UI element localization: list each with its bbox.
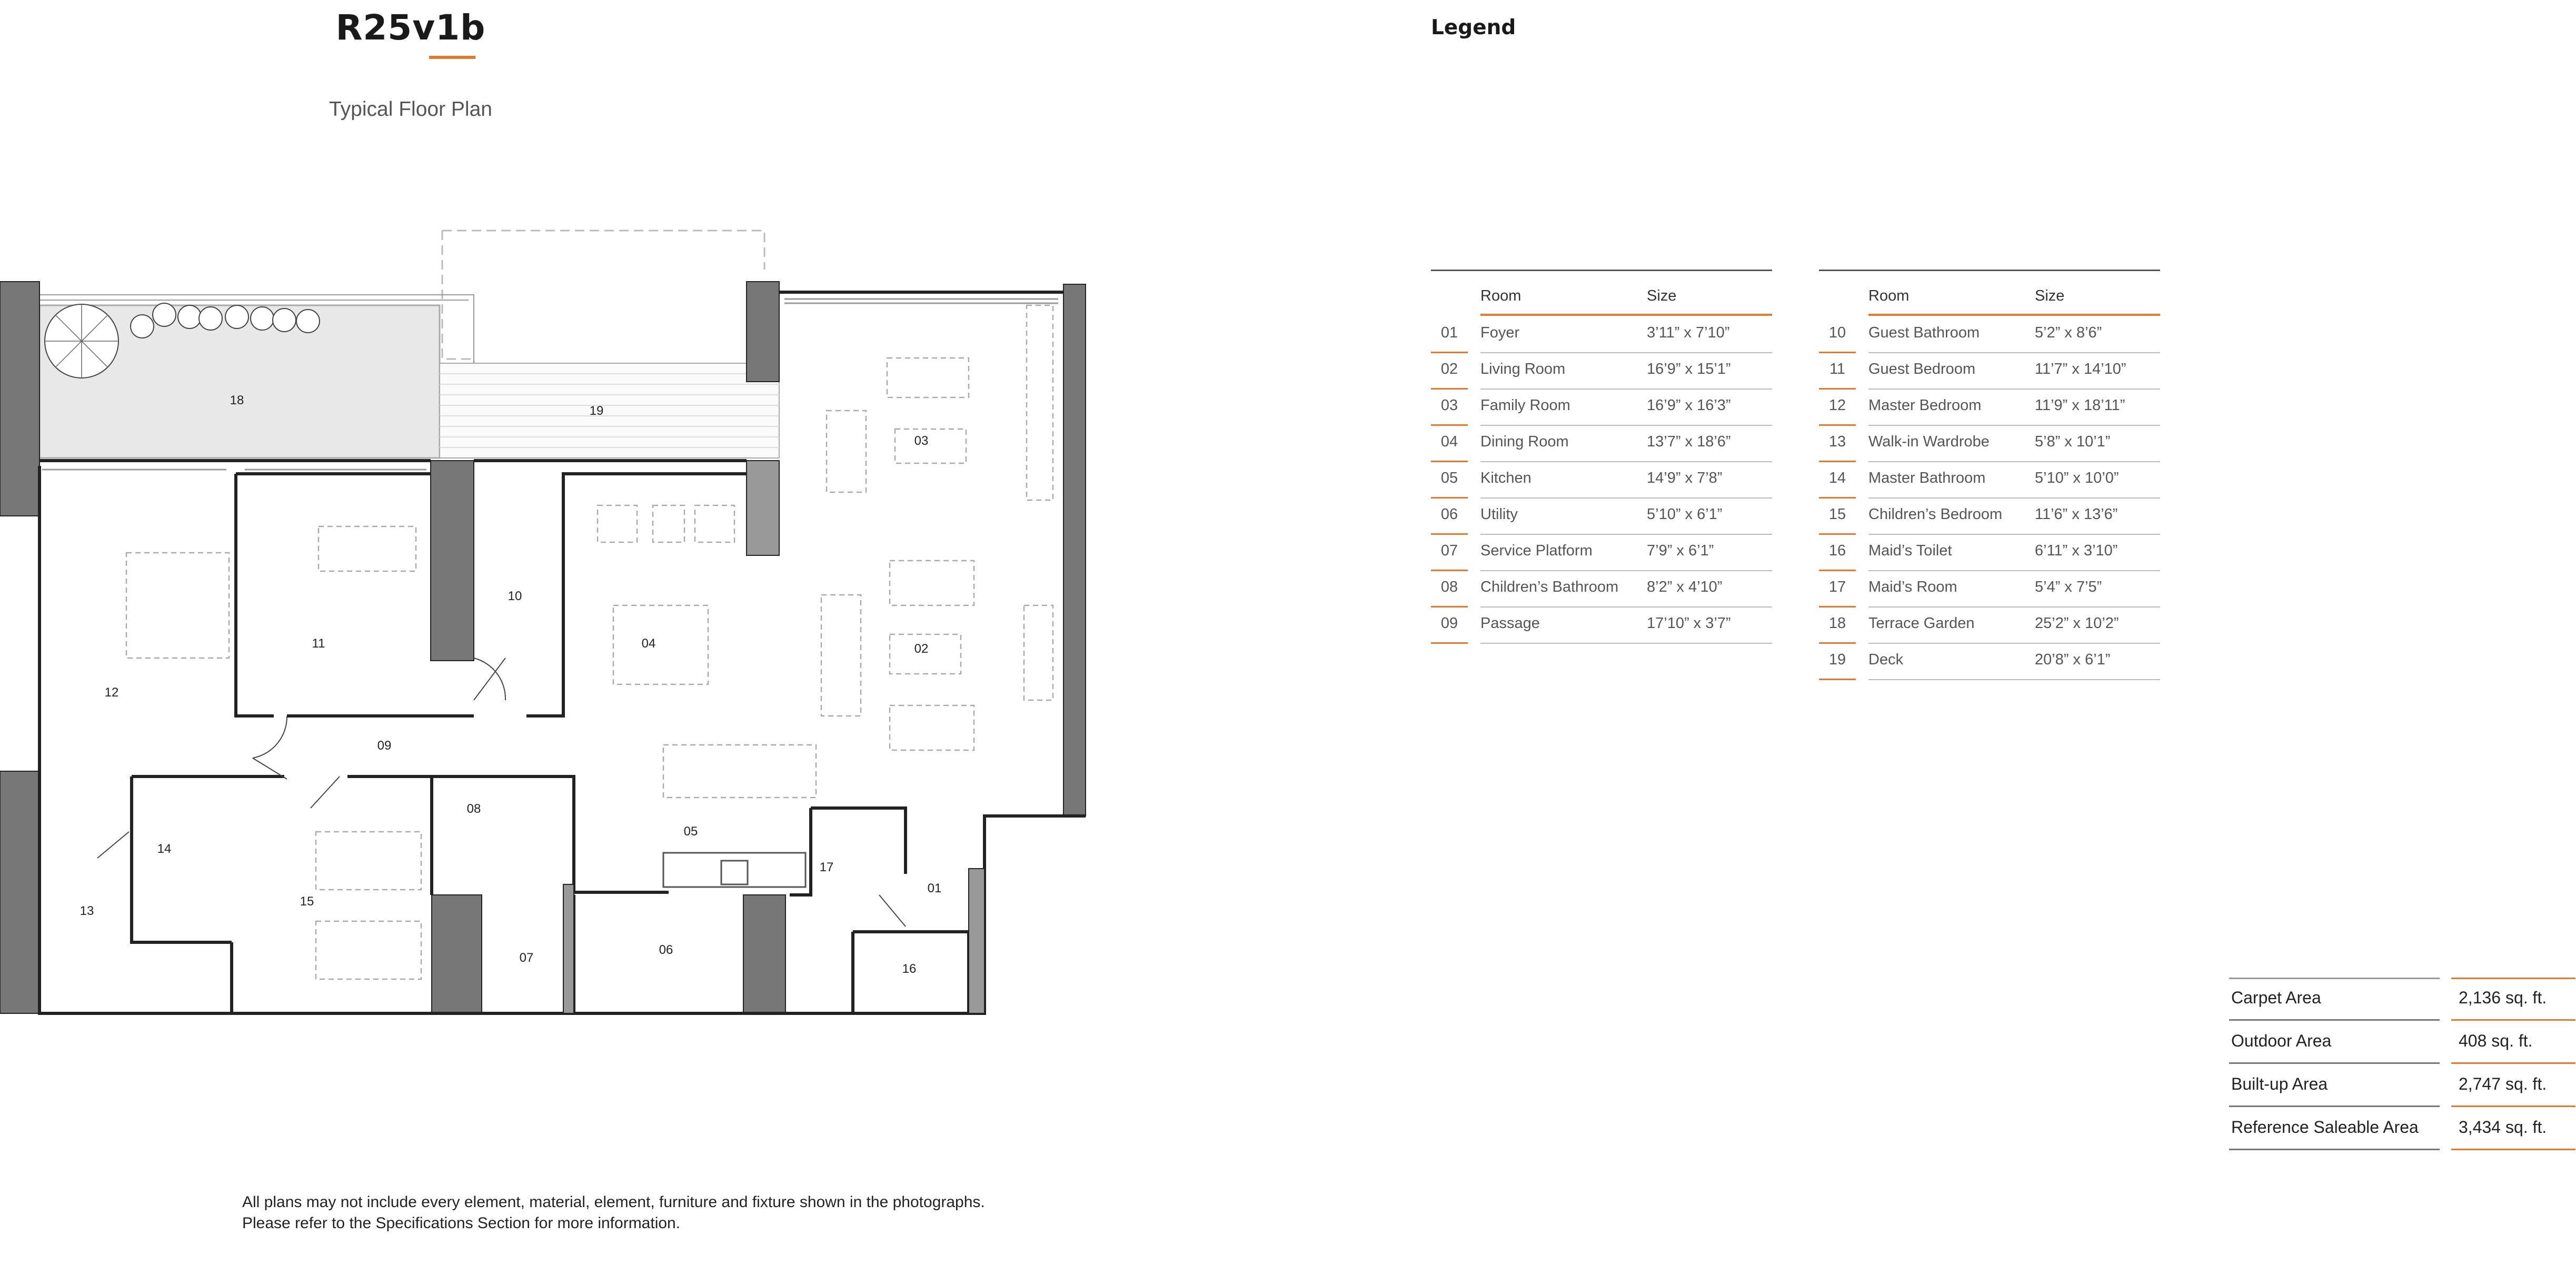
legend-row [1819,426,2160,462]
column-header-room: Room [1868,287,1909,304]
area-value: 2,747 sq. ft. [2459,1074,2547,1093]
legend-row [1431,353,1772,390]
number-underline [1819,679,1856,680]
legend-row [1431,607,1772,644]
room-label: 01 [927,881,942,895]
room-number: 12 [1828,397,1846,414]
legend-row [1431,462,1772,499]
room-size: 20’8” x 6’1” [2035,651,2111,668]
room-size: 16’9” x 15’1” [1647,361,1731,377]
room-number: 18 [1828,615,1846,632]
legend-row [1819,353,2160,390]
area-divider-accent [2451,1149,2575,1150]
room-name: Deck [1868,651,1904,668]
room-label: 05 [683,824,698,839]
room-label: 14 [157,842,172,856]
legend-heading: Legend [1431,16,1516,39]
room-size: 5’10” x 10’0” [2035,470,2119,486]
table-top-rule [1431,270,1772,271]
legend-row [1819,462,2160,499]
room-size: 11’7” x 14’10” [2035,361,2126,377]
header-underline [1868,314,2160,316]
room-number: 04 [1440,433,1458,450]
area-label: Reference Saleable Area [2231,1118,2419,1137]
room-number: 01 [1440,324,1458,341]
room-name: Terrace Garden [1868,615,1975,632]
room-label: 15 [300,894,314,909]
room-number: 09 [1440,615,1458,632]
room-size: 7’9” x 6’1” [1647,542,1714,559]
legend-row [1819,317,2160,353]
room-label: 08 [466,802,481,816]
room-size: 5’10” x 6’1” [1647,506,1723,523]
column-header-size: Size [1647,287,1677,304]
floor-plan-drawing [0,226,1090,1021]
room-label: 13 [79,904,94,918]
room-name: Passage [1480,615,1540,632]
room-name: Foyer [1480,324,1520,341]
room-number: 06 [1440,506,1458,523]
room-size: 5’4” x 7’5” [2035,579,2102,595]
room-name: Maid’s Room [1868,579,1957,595]
room-number: 05 [1440,470,1458,486]
room-size: 11’6” x 13’6” [2035,506,2118,523]
room-name: Guest Bathroom [1868,324,1980,341]
room-label: 17 [819,860,834,874]
room-number: 14 [1828,470,1846,486]
disclaimer [242,1192,985,1234]
legend-row [1431,390,1772,426]
legend-row [1819,499,2160,535]
legend-row [1431,535,1772,571]
disclaimer-line-1: All plans may not include every element, material, element, furniture and fixture shown in the photographs. [242,1193,985,1211]
room-label: 02 [914,642,929,656]
room-number: 07 [1440,542,1458,559]
room-size: 13’7” x 18’6” [1647,433,1731,450]
title-underline [429,56,475,59]
room-label: 16 [902,962,917,976]
room-name: Dining Room [1480,433,1569,450]
room-size: 6’11” x 3’10” [2035,542,2118,559]
area-value: 408 sq. ft. [2459,1031,2533,1050]
room-label: 18 [230,393,244,407]
area-row [2229,1107,2576,1150]
area-row [2229,978,2576,1021]
room-label: 10 [508,589,522,603]
room-label: 04 [641,636,656,651]
area-label: Outdoor Area [2231,1031,2332,1050]
room-number: 17 [1828,579,1846,595]
legend-row [1431,571,1772,607]
room-name: Walk-in Wardrobe [1868,433,1990,450]
table-top-rule [1819,270,2160,271]
room-label: 06 [659,943,673,957]
room-name: Guest Bedroom [1868,361,1976,377]
room-label: 03 [914,434,929,448]
legend-row [1431,426,1772,462]
legend-table-right [1819,270,2160,701]
room-size: 11’9” x 18’11” [2035,397,2125,414]
room-label: 07 [519,951,534,965]
legend-row [1819,571,2160,607]
legend-row [1819,607,2160,644]
room-size: 3’11” x 7’10” [1647,324,1730,341]
legend-row [1431,317,1772,353]
deck-area [440,363,779,458]
room-number: 16 [1828,542,1846,559]
column-header-room: Room [1480,287,1521,304]
room-number: 13 [1828,433,1846,450]
room-name: Maid’s Toilet [1868,542,1952,559]
room-number: 19 [1828,651,1846,668]
room-size: 5’2” x 8’6” [2035,324,2102,341]
room-label: 11 [312,636,325,651]
legend-row [1431,499,1772,535]
room-name: Living Room [1480,361,1566,377]
legend-row [1819,644,2160,680]
number-underline [1431,642,1468,644]
room-name: Master Bathroom [1868,470,1986,486]
room-name: Children’s Bedroom [1868,506,2003,523]
row-divider [1868,679,2160,680]
area-value: 3,434 sq. ft. [2459,1118,2547,1137]
legend-row [1819,390,2160,426]
legend-row [1819,535,2160,571]
area-value: 2,136 sq. ft. [2459,988,2547,1007]
room-label: 19 [589,404,604,418]
room-name: Utility [1480,506,1518,523]
room-number: 03 [1440,397,1458,414]
room-name: Kitchen [1480,470,1531,486]
plan-title: R25v1b [335,7,486,48]
legend-table-left [1431,270,1772,659]
room-number: 10 [1828,324,1846,341]
room-label: 12 [104,685,119,700]
area-label: Built-up Area [2231,1074,2328,1093]
area-row [2229,1021,2576,1064]
room-number: 02 [1440,361,1458,377]
row-divider [1480,643,1772,644]
area-divider [2229,1149,2440,1150]
plan-subtitle: Typical Floor Plan [329,98,492,121]
room-name: Service Platform [1480,542,1593,559]
room-number: 11 [1829,361,1846,377]
column-header-size: Size [2035,287,2065,304]
room-name: Master Bedroom [1868,397,1982,414]
room-size: 16’9” x 16’3” [1647,397,1731,414]
room-size: 14’9” x 7’8” [1647,470,1723,486]
room-size: 17’10” x 3’7” [1647,615,1731,632]
room-size: 5’8” x 10’1” [2035,433,2111,450]
room-label: 09 [377,739,392,753]
area-label: Carpet Area [2231,988,2321,1007]
header-underline [1480,314,1772,316]
room-name: Children’s Bathroom [1480,579,1619,595]
room-size: 25’2” x 10’2” [2035,615,2119,632]
room-number: 15 [1828,506,1846,523]
room-size: 8’2” x 4’10” [1647,579,1723,595]
area-row [2229,1064,2576,1107]
disclaimer-line-2: Please refer to the Specifications Section for more information. [242,1214,681,1232]
room-name: Family Room [1480,397,1570,414]
room-number: 08 [1440,579,1458,595]
